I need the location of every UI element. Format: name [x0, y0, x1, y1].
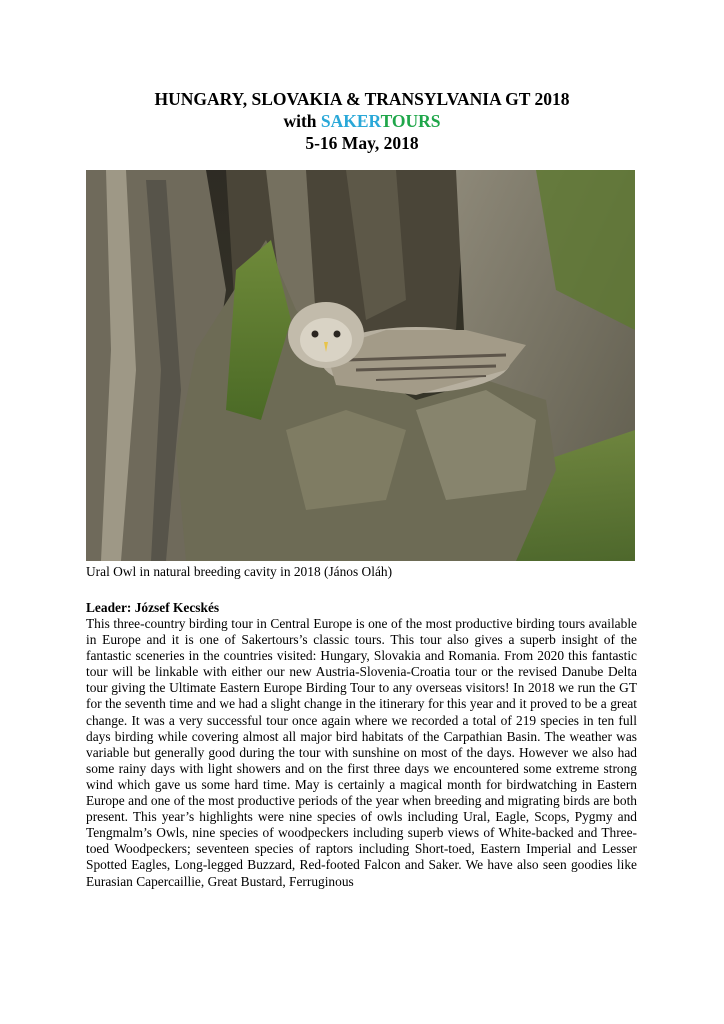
brand-saker: SAKER [320, 111, 381, 131]
subtitle-line [0, 110, 724, 132]
tour-dates: 5-16 May, 2018 [305, 133, 419, 153]
with-label: with [283, 111, 317, 131]
body-paragraph: This three-country birding tour in Central Europe is one of the most productive birding tours available in Europe and it is one of Sakertours’s classic tours. This tour also gives a superb insight of the fantastic sceneries in the countries visited: Hungary, Slovakia and Romania. From 2020 this fantastic tour will be linkable with either our new Austria-Slovenia-Croatia tour or the revised Danube Delta tour giving the Ultimate Eastern Europe Birding Tour to any overseas visitors! In 2018 we run the GT for the seventh time and we had a slight change in the itinerary for this year and it proved to be a great change. It was a very successful tour once again where we recorded a total of 219 species in ten full days birding while covering almost all major bird habitats of the Carpathian Basin. The weather was variable but generally good during the tour with sunshine on most of the days. However we also had some rainy days with light showers and on the first three days we encountered some extreme strong wind which gave us some hard time. May is certainly a magical month for birdwatching in Eastern Europe and one of the most productive periods of the year when breeding and migrating birds are both present. This year’s highlights were nine species of owls including Ural, Eagle, Scops, Pygmy and Tengmalm’s Owls, nine species of woodpeckers including superb views of White-backed and Three-toed Woodpeckers; seventeen species of raptors including Short-toed, Eastern Imperial and Lesser Spotted Eagles, Long-legged Buzzard, Red-footed Falcon and Saker. We have also seen goodies like Eurasian Capercaillie, Great Bustard, Ferruginous [86, 616, 637, 889]
tour-leader: Leader: József Kecskés [86, 600, 220, 615]
ural-owl-photo [86, 170, 635, 561]
photo-caption: Ural Owl in natural breeding cavity in 2018 (János Oláh) [86, 564, 393, 579]
owl-illustration [86, 170, 635, 561]
report-title [0, 88, 724, 154]
title-line: HUNGARY, SLOVAKIA & TRANSYLVANIA GT 2018 [154, 89, 570, 109]
brand-tours: TOURS [380, 111, 441, 131]
